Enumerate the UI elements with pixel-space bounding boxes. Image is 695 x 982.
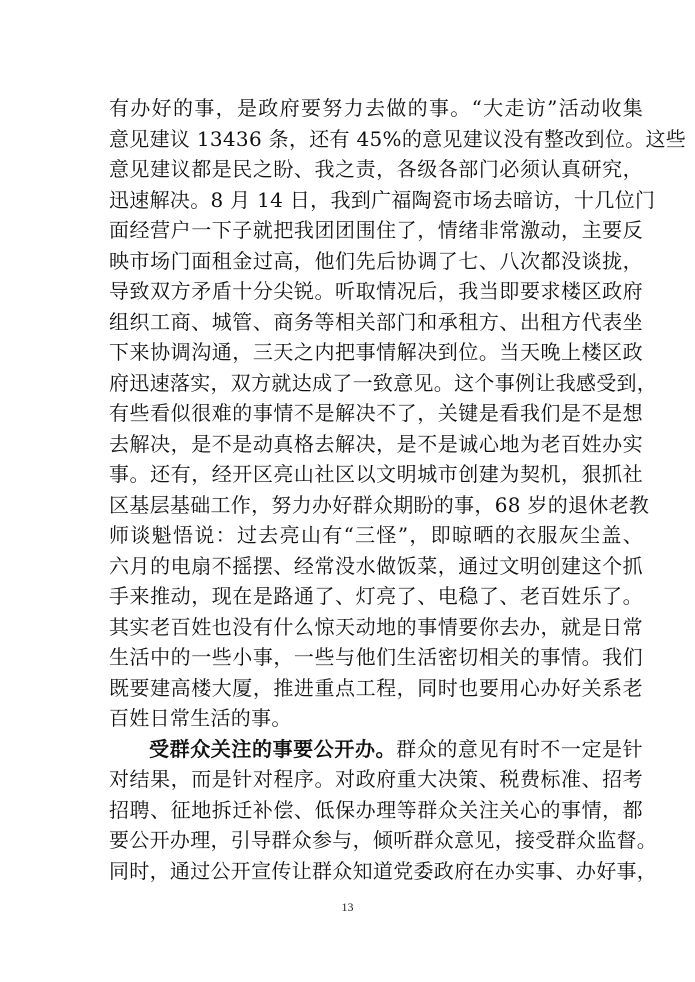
text-line: 府迅速落实，双方就达成了一致意见。这个事例让我感受到， xyxy=(109,370,658,395)
text-line: 有办好的事，是政府要努力去做的事。“大走访”活动收集 xyxy=(109,96,643,120)
text-line: 意见建议都是民之盼、我之责，各级各部门必须认真研究， xyxy=(109,157,643,181)
text-line: 下来协调沟通，三天之内把事情解决到位。当天晚上楼区政 xyxy=(109,340,643,364)
text-line: 生活中的一些小事，一些与他们生活密切相关的事情。我们 xyxy=(109,645,643,669)
text-line: 其实老百姓也没有什么惊天动地的事情要你去办，就是日常 xyxy=(109,614,643,639)
text-line: 导致双方矛盾十分尖锐。听取情况后，我当即要求楼区政府 xyxy=(109,279,643,303)
text-line: 招聘、征地拆迁补偿、低保办理等群众关注关心的事情，都 xyxy=(109,797,643,822)
text-line: 区基层基础工作，努力办好群众期盼的事，68 岁的退休老教 xyxy=(109,492,650,517)
text-line: 六月的电扇不摇摆、经常没水做饭菜，通过文明创建这个抓 xyxy=(109,553,643,578)
text-line: 有些看似很难的事情不是解决不了，关键是看我们是不是想 xyxy=(109,401,643,425)
section-first-line xyxy=(109,734,643,765)
text-line: 迅速解决。8 月 14 日，我到广福陶瓷市场去暗访，十几位门 xyxy=(109,187,656,212)
text-line: 手来推动，现在是路通了、灯亮了、电稳了、老百姓乐了。 xyxy=(109,584,643,608)
text-line: 同时，通过公开宣传让群众知道党委政府在办实事、办好事， xyxy=(109,858,658,883)
text-line: 百姓日常生活的事。 xyxy=(109,706,292,730)
text-line: 对结果，而是针对程序。对政府重大决策、税费标准、招考 xyxy=(109,767,643,791)
text-line: 事。还有，经开区亮山社区以文明城市创建为契机，狠抓社 xyxy=(109,462,643,486)
text-line: 组织工商、城管、商务等相关部门和承租方、出租方代表坐 xyxy=(109,309,643,334)
page-number: 13 xyxy=(341,900,354,914)
section-heading: 受群众关注的事要公开办。 xyxy=(149,736,397,761)
text-line: 既要建高楼大厦，推进重点工程，同时也要用心办好关系老 xyxy=(109,675,643,700)
text-line: 去解决，是不是动真格去解决，是不是诚心地为老百姓办实 xyxy=(109,431,643,456)
text-line: 面经营户一下子就把我团团围住了，情绪非常激动，主要反 xyxy=(109,218,643,242)
body-text xyxy=(109,93,687,886)
text-line: 意见建议 13436 条，还有 45%的意见建议没有整改到位。这些 xyxy=(109,126,687,151)
section-first-line-text: 群众的意见有时不一定是针 xyxy=(396,736,643,761)
text-line: 要公开办理，引导群众参与，倾听群众意见，接受群众监督。 xyxy=(109,828,658,852)
text-line: 师谈魁悟说：过去亮山有“三怪”，即晾晒的衣服灰尘盖、 xyxy=(109,523,643,547)
text-line: 映市场门面租金过高，他们先后协调了七、八次都没谈拢， xyxy=(109,248,643,273)
